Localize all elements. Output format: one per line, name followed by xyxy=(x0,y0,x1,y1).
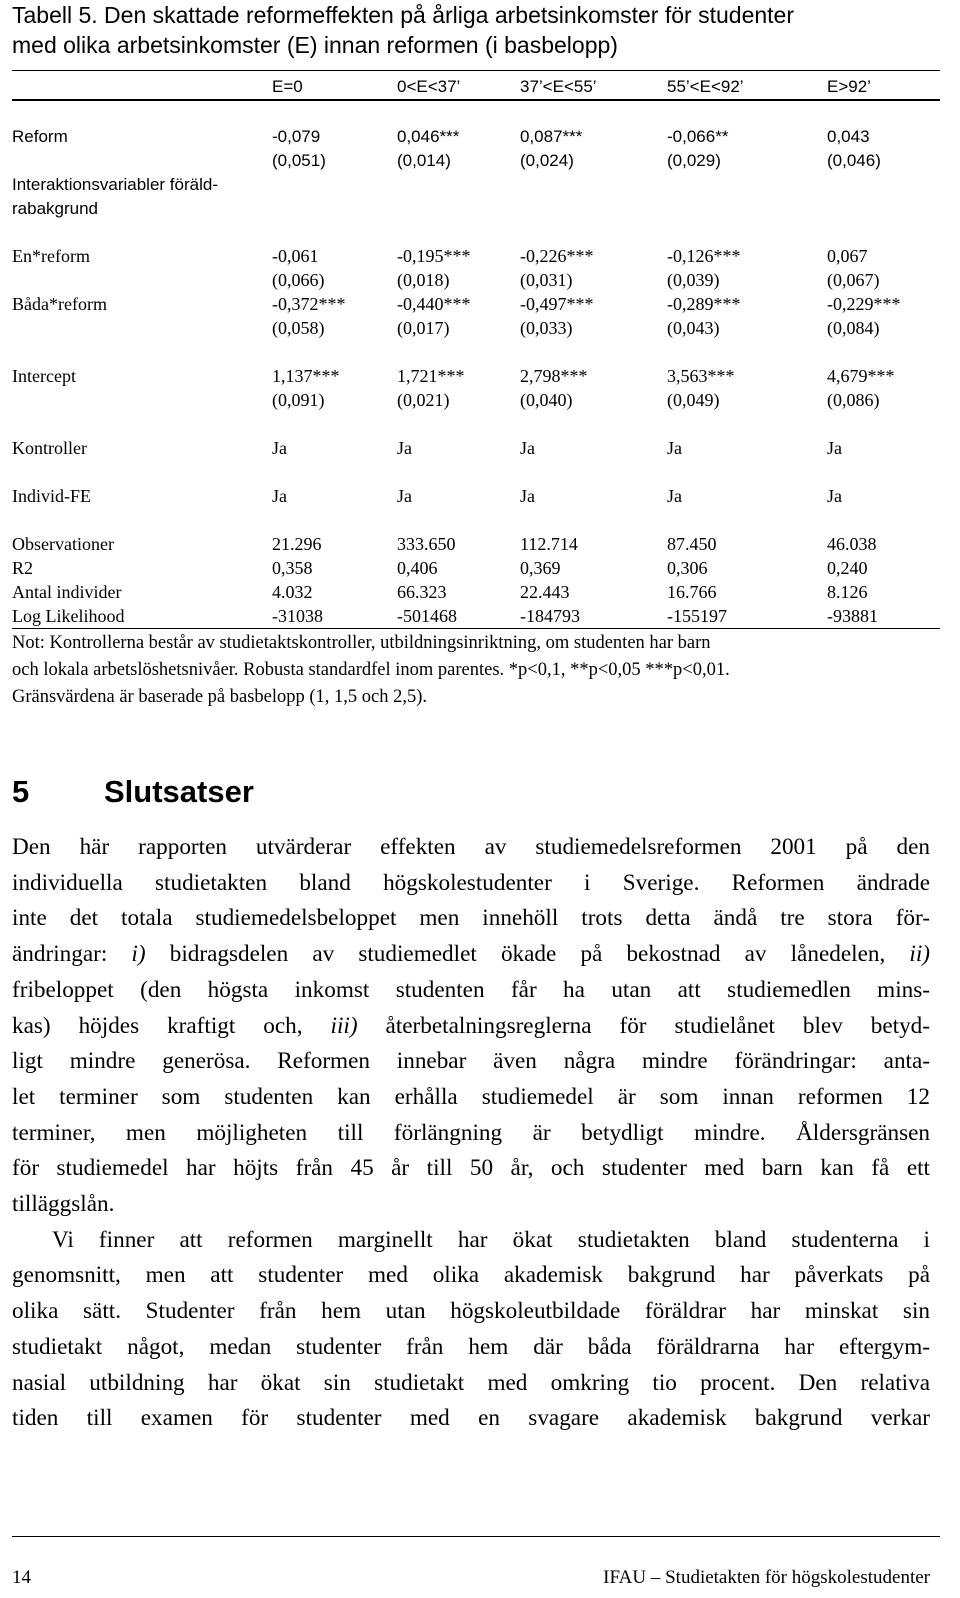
row-label: Observationer xyxy=(12,534,114,554)
table-cell: -0,289*** xyxy=(667,294,741,314)
footer-rule xyxy=(12,1536,940,1537)
table-cell-se: (0,067) xyxy=(827,270,880,290)
table-cell-se: (0,046) xyxy=(827,151,881,170)
paragraph-line: genomsnitt, men att studenter med olika akademisk bakgrund har påverkats på xyxy=(12,1262,930,1289)
table-cell: -155197 xyxy=(667,606,727,626)
table-cell: 87.450 xyxy=(667,534,717,554)
table-cell: -0,372*** xyxy=(272,294,346,314)
table-cell: -0,497*** xyxy=(520,294,594,314)
table-cell-se: (0,024) xyxy=(520,151,574,170)
note-line: Not: Kontrollerna består av studietaktskontroller, utbildningsinriktning, om studenten har barn xyxy=(12,633,711,653)
section-heading xyxy=(12,770,254,814)
table-cell: 0,358 xyxy=(272,558,313,578)
table-cell: 3,563*** xyxy=(667,366,735,386)
paragraph-line: inte det totala studiemedelsbeloppet men innehöll trots detta ändå tre stora för- xyxy=(12,905,930,932)
paragraph-line xyxy=(12,1009,930,1045)
body-text xyxy=(12,830,930,1437)
column-header: 37’<E<55’ xyxy=(520,77,597,96)
paragraph-line: studietakt något, medan studenter från hem där båda föräldrarna har eftergym- xyxy=(12,1333,930,1360)
table-cell: 0,043 xyxy=(827,127,870,146)
table-cell-se: (0,084) xyxy=(827,318,880,338)
table-cell: Ja xyxy=(272,438,287,458)
paragraph-line: let terminer som studenten kan erhålla studiemedel är som innan reformen 12 xyxy=(12,1083,930,1110)
table-cell: 1,721*** xyxy=(397,366,465,386)
paragraph-line: nasial utbildning har ökat sin studietakt med omkring tio procent. Den relativa xyxy=(12,1369,930,1396)
table-cell: -0,195*** xyxy=(397,246,471,266)
table-cell: -0,061 xyxy=(272,246,319,266)
italic-marker: ii) xyxy=(909,941,930,968)
table-cell-se: (0,040) xyxy=(520,390,573,410)
table-cell: 0,046*** xyxy=(397,127,460,146)
table-cell: 0,240 xyxy=(827,558,868,578)
table-cell: -0,229*** xyxy=(827,294,901,314)
table-cell: -0,066** xyxy=(667,127,729,146)
table-cell: -501468 xyxy=(397,606,457,626)
table-cell: -93881 xyxy=(827,606,878,626)
table-cell: Ja xyxy=(397,438,412,458)
table-cell: Ja xyxy=(272,486,287,506)
table-cell: -0,440*** xyxy=(397,294,471,314)
table-cell: 8.126 xyxy=(827,582,868,602)
row-label: Båda*reform xyxy=(12,294,107,314)
row-label: Intercept xyxy=(12,366,76,386)
table-cell-se: (0,017) xyxy=(397,318,450,338)
column-header: E>92’ xyxy=(827,77,871,96)
row-label: Antal individer xyxy=(12,582,122,602)
table-cell: 66.323 xyxy=(397,582,447,602)
table-cell: 0,306 xyxy=(667,558,708,578)
paragraph-line: olika sätt. Studenter från hem utan högskoleutbildade föräldrar har minskat sin xyxy=(12,1298,930,1325)
paragraph-line: tiden till examen för studenter med en svagare akademisk bakgrund verkar xyxy=(12,1405,930,1432)
table-cell-se: (0,066) xyxy=(272,270,325,290)
text-run: kas) höjdes kraftigt och, xyxy=(12,1012,331,1039)
paragraph-line: Den här rapporten utvärderar effekten av studiemedelsreformen 2001 på den xyxy=(12,834,930,860)
table-cell: 1,137*** xyxy=(272,366,340,386)
table-cell: -31038 xyxy=(272,606,323,626)
note-line: Gränsvärdena är baserade på basbelopp (1, 1,5 och 2,5). xyxy=(12,687,428,707)
paragraph-line: tilläggslån. xyxy=(12,1191,115,1218)
row-label: Reform xyxy=(12,127,68,146)
column-header: 0<E<37’ xyxy=(397,77,461,96)
paragraph-line: terminer, men möjligheten till förlängning är betydligt mindre. Åldersgränsen xyxy=(12,1119,930,1146)
italic-marker: i) xyxy=(131,941,146,968)
table-cell-se: (0,021) xyxy=(397,390,450,410)
table-cell: -0,126*** xyxy=(667,246,741,266)
column-header: 55’<E<92’ xyxy=(667,77,744,96)
note-line: och lokala arbetslöshetsnivåer. Robusta standardfel inom parentes. *p<0,1, **p<0,05 ***p<0,01. xyxy=(12,660,730,680)
section-number: 5 xyxy=(12,774,30,809)
table-cell-se: (0,039) xyxy=(667,270,720,290)
table-cell: 21.296 xyxy=(272,534,322,554)
table-cell-se: (0,014) xyxy=(397,151,451,170)
caption-line-1: Tabell 5. Den skattade reformeffekten på årliga arbetsinkomster för studenter xyxy=(12,2,794,28)
table-cell: 4,679*** xyxy=(827,366,895,386)
paragraph-line: Vi finner att reformen marginellt har ökat studietakten bland studenterna i xyxy=(52,1226,930,1253)
table-cell: -184793 xyxy=(520,606,580,626)
table-cell: Ja xyxy=(667,486,682,506)
table-cell: 112.714 xyxy=(520,534,578,554)
table-cell: Ja xyxy=(827,438,842,458)
table-cell: 0,369 xyxy=(520,558,561,578)
table-cell: Ja xyxy=(667,438,682,458)
table-cell: Ja xyxy=(520,438,535,458)
table-cell: 4.032 xyxy=(272,582,313,602)
paragraph-line: för studiemedel har höjts från 45 år till 50 år, och studenter med barn kan få ett xyxy=(12,1155,930,1182)
table-cell: 0,406 xyxy=(397,558,438,578)
section-title: Slutsatser xyxy=(104,774,254,809)
table-header-rule xyxy=(12,99,940,101)
paragraph-line xyxy=(12,937,930,973)
table-cell-se: (0,029) xyxy=(667,151,721,170)
interaction-label: rabakgrund xyxy=(12,199,99,218)
table-top-rule xyxy=(12,70,940,71)
italic-marker: iii) xyxy=(330,1012,358,1039)
text-run: återbetalningsreglerna för studielånet blev betyd- xyxy=(357,1012,930,1039)
page-number: 14 xyxy=(12,1567,31,1588)
paragraph-line: fribeloppet (den högsta inkomst studenten får ha utan att studiemedlen mins- xyxy=(12,976,930,1003)
caption-line-2: med olika arbetsinkomster (E) innan reformen (i basbelopp) xyxy=(12,32,618,58)
row-label: En*reform xyxy=(12,246,90,266)
table-note xyxy=(12,630,942,711)
table-cell: -0,226*** xyxy=(520,246,594,266)
table-cell: 0,087*** xyxy=(520,127,583,146)
running-title: IFAU – Studietakten för högskolestudenter xyxy=(603,1567,930,1588)
table-cell-se: (0,091) xyxy=(272,390,325,410)
table-cell: 46.038 xyxy=(827,534,877,554)
table-cell-se: (0,033) xyxy=(520,318,573,338)
row-label: Kontroller xyxy=(12,438,87,458)
text-run: ändringar: xyxy=(12,941,132,968)
row-label: Individ-FE xyxy=(12,486,91,506)
table-cell: Ja xyxy=(520,486,535,506)
table-cell: 22.443 xyxy=(520,582,570,602)
table-cell: 0,067 xyxy=(827,246,868,266)
table-cell-se: (0,051) xyxy=(272,151,326,170)
column-header: E=0 xyxy=(272,77,303,96)
paragraph-line: ligt mindre generösa. Reformen innebar även några mindre förändringar: anta- xyxy=(12,1048,930,1075)
row-label: R2 xyxy=(12,558,34,578)
table-cell-se: (0,031) xyxy=(520,270,573,290)
table-cell-se: (0,058) xyxy=(272,318,325,338)
table-cell: 2,798*** xyxy=(520,366,588,386)
table-bottom-rule xyxy=(12,628,940,629)
table-cell-se: (0,043) xyxy=(667,318,720,338)
table-cell: -0,079 xyxy=(272,127,321,146)
table-cell: 16.766 xyxy=(667,582,717,602)
table-cell: 333.650 xyxy=(397,534,456,554)
interaction-label: Interaktionsvariabler föräld- xyxy=(12,175,218,194)
table-cell-se: (0,086) xyxy=(827,390,880,410)
paragraph-line: individuella studietakten bland högskolestudenter i Sverige. Reformen ändrade xyxy=(12,869,930,896)
row-label: Log Likelihood xyxy=(12,606,125,626)
table-cell: Ja xyxy=(827,486,842,506)
table-cell-se: (0,049) xyxy=(667,390,720,410)
text-run: bidragsdelen av studiemedlet ökade på bekostnad av lånedelen, xyxy=(145,941,910,968)
table-cell-se: (0,018) xyxy=(397,270,450,290)
table-caption xyxy=(12,0,942,60)
table-cell: Ja xyxy=(397,486,412,506)
